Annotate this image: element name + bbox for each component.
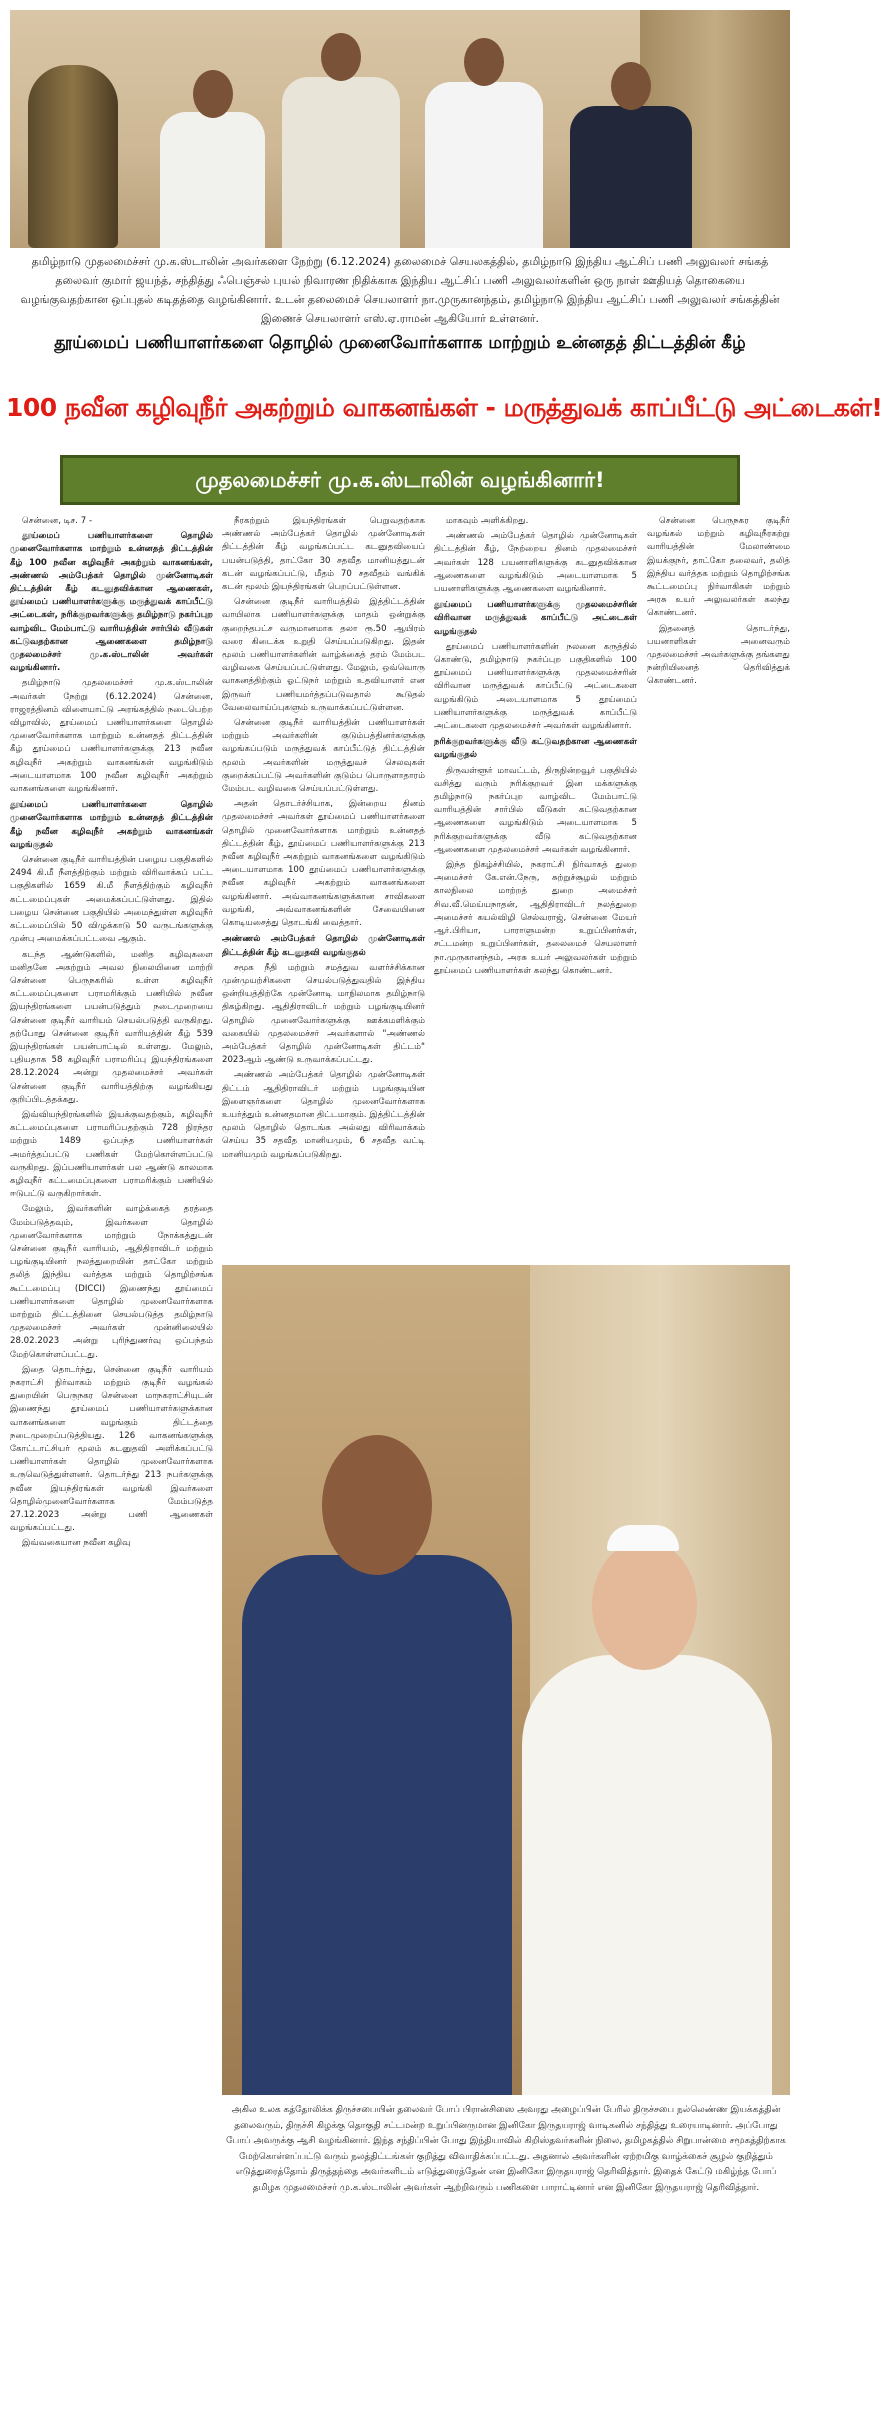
article-paragraph: இந்த நிகழ்ச்சியில், நகராட்சி நிர்வாகத் துறை அமைச்சர் கே.என்.நேரு, சுற்றுச்சூழல் மற்றும் காலநிலை மாற்றத் துறை அமைச்சர் சிவ.வீ.மெய்யநாதன், ஆதிதிராவிடர் நலத்துறை அமைச்சர் கயல்விழி செல்வராஜ், சென்னை மேயர் ஆர்.பிரியா, பாராளுமன்ற உறுப்பினர்கள், சட்டமன்ற உறுப்பினர்கள், தலைமைச் செயலாளர் நா.முருகானந்தம், அரசு உயர் அலுவலர்கள் மற்றும் தூய்மைப் பணியாளர்கள் கலந்து கொண்டனர்.: [434, 860, 637, 976]
top-news-photo: [10, 10, 790, 248]
bottom-photo-caption: அகில உலக கத்தோலிக்க திருச்சபையின் தலைவர் போப் பிரான்சிஸை அவரது அழைப்பின் பேரில் திருச்சபை நல்லெண்ண இயக்கத்தின் தலைவரும், திருச்சி கிழக்கு தொகுதி சட்டமன்ற உறுப்பினருமான இனிகோ இருதயராஜ் வாடிகனில் சந்தித்து உரையாடினார். அப்போது போப் அவருக்கு ஆசி வழங்கினார். இந்த சந்திப்பின் போது இந்தியாவில் கிறிஸ்தவர்களின் நிலை, தமிழகத்தில் சிறுபான்மை சமூகத்திற்காக மேற்கொள்ளப்பட்டு வரும் நலத்திட்டங்கள் குறித்து விவாதிக்கப்பட்டது. அதனால் அவர்களின் ஏற்றமிகு வாழ்க்கைச் சூழல் குறித்தும் எடுத்துரைத்தோம் திருத்தந்தை அவர்களிடம் எடுத்துரைத்தேன் என இனிகோ இருதயராஜ் தெரிவித்தார். இதைக் கேட்டு மகிழ்ந்த போப் தமிழக முதலமைச்சர் மு.க.ஸ்டாலின் அவர்கள் ஆற்றிவரும் பணிகளை பாராட்டினார் என இனிகோ இருதயராஜ் தெரிவித்தார்.: [226, 2105, 786, 2193]
article-paragraph: தமிழ்நாடு முதலமைச்சர் மு.க.ஸ்டாலின் அவர்கள் நேற்று (6.12.2024) சென்னை, ராஜரத்தினம் விளையாட்டு அரங்கத்தில் நடைபெற்ற விழாவில், தூய்மைப் பணியாளர்களை தொழில் முனைவோர்களாக மாற்றும் உன்னதத் திட்டத்தின் கீழ் தூய்மைப் பணியாளர்களுக்கு 213 நவீன கழிவுநீர் அகற்றும் வாகனங்கள் வழங்கிடும் அடையாளமாக 100 நவீன கழிவுநீர் அகற்றும் வாகனங்களை வழங்கினார்.: [10, 678, 213, 795]
bottom-news-photo: [222, 1265, 790, 2095]
article-paragraph: இவ்வகையான நவீன கழிவு: [22, 1538, 131, 1549]
main-headline: 100 நவீன கழிவுநீர் அகற்றும் வாகனங்கள் - மருத்துவக் காப்பீட்டு அட்டைகள்!: [6, 393, 882, 422]
person-figure: [570, 62, 692, 248]
article-paragraph: அதன் தொடர்ச்சியாக, இன்றைய தினம் முதலமைச்சர் அவர்கள் தூய்மைப் பணியாளர்களை தொழில் முனைவோர்களாக மாற்றும் உன்னதத் திட்டத்தின் கீழ், தூய்மைப் பணியாளர்களுக்கு 213 நவீன கழிவுநீர் அகற்றும் வாகனங்களை வழங்கிடும் அடையாளமாக 100 தூய்மைப் பணியாளர்களுக்கு நவீன கழிவுநீர் அகற்றும் வாகனங்களை வழங்கினார். அவ்வாகனங்களுக்கான சாவிகளை வழங்கி, அவ்வாகனங்களின் சேவையினை கொடியசைத்து தொடங்கி வைத்தார்.: [222, 799, 425, 929]
article-paragraph: நீரகற்றும் இயந்திரங்கள் பெறுவதற்காக அண்ணல் அம்பேத்கர் தொழில் முன்னோடிகள் திட்டத்தின் கீழ் வழங்கப்பட்ட கடனுதவியைப் பயன்படுத்தி, தாட்கோ 30 சதவீத மானியத்துடன் கடன் வழங்கப்பட்டு, மீதம் 70 சதவீதம் வங்கிக் கடன் மூலம் இயந்திரங்கள் பெறப்பட்டுள்ளன.: [222, 516, 425, 593]
article-paragraph: அண்ணல் அம்பேத்கர் தொழில் முன்னோடிகள் திட்டத்தின் கீழ், நேற்றைய தினம் முதலமைச்சர் அவர்கள் 128 பயனாளிகளுக்கு கடனுதவிக்கான ஆணைகளை வழங்கிடும் அடையாளமாக 5 பயனாளிகளுக்கு ஆணைகளை வழங்கினார்.: [434, 531, 637, 595]
article-paragraph: அண்ணல் அம்பேத்கர் தொழில் முன்னோடிகள் திட்டம் ஆதிதிராவிடர் மற்றும் பழங்குடியின இளைஞர்களை தொழில் முனைவோர்களாக உயர்த்தும் உன்னதமான திட்டமாகும். இத்திட்டத்தின் மூலம் தொழில் தொடங்க அல்லது விரிவாக்கம் செய்ய 35 சதவீத மானியமும், 6 சதவீத வட்டி மானியமும் வழங்கப்படுகிறது.: [222, 1070, 425, 1160]
article-paragraph: இதனைத் தொடர்ந்து, பயனாளிகள் அனைவரும் முதலமைச்சர் அவர்களுக்கு தங்களது நன்றியினைத் தெரிவித்துக் கொண்டனர்.: [647, 623, 790, 687]
person-figure: [242, 1435, 512, 2095]
article-subheading: தூய்மைப் பணியாளர்களுக்கு முதலமைச்சரின் விரிவான மருத்துவக் காப்பீட்டு அட்டைகள் வழங்குதல்: [434, 600, 637, 637]
article-paragraph: இதை தொடர்ந்து, சென்னை குடிநீர் வாரியம் நகராட்சி நிர்வாகம் மற்றும் குடிநீர் வழங்கல் துறையின் பெருநகர சென்னை மாநகராட்சியுடன் இணைந்து தூய்மைப் பணியாளர்களுக்கான வாகனங்களை வழங்கும் திட்டத்தை நடைமுறைப்படுத்தியது. 126 வாகனங்களுக்கு கோட்டாட்சியர் மூலம் கடனுதவி அளிக்கப்பட்டு பணியாளர்கள் தொழில் முனைவோர்களாக உருவெடுத்துள்ளனர். தொடர்ந்து 213 நபர்களுக்கு நவீன இயந்திரங்கள் வழங்கி இவர்களை தொழில்முனைவோர்களாக மேம்படுத்த 27.12.2023 அன்று பணி ஆணைகள் வழங்கப்பட்டது.: [10, 1364, 213, 1534]
person-figure: [425, 38, 543, 248]
article-subheading: தூய்மைப் பணியாளர்களை தொழில் முனைவோர்களாக மாற்றும் உன்னதத் திட்டத்தின் கீழ் நவீன கழிவுநீர் அகற்றும் வாகனங்கள் வழங்குதல்: [10, 800, 213, 850]
article-paragraph: திருவள்ளூர் மாவட்டம், திருநின்றவூர் பகுதியில் வசித்து வரும் நரிக்குறவர் இன மக்களுக்கு தமிழ்நாடு நகர்ப்புற வாழ்விட மேம்பாட்டு வாரியத்தின் சார்பில் வீடுகள் கட்டுவதற்கான ஆணைகளை வழங்கிடும் அடையாளமாக 5 நரிக்குறவர்களுக்கு வீடு கட்டுவதற்கான ஆணைகளை முதலமைச்சர் அவர்கள் வழங்கினார்.: [434, 765, 637, 855]
article-subheading: அண்ணல் அம்பேத்கர் தொழில் முன்னோடிகள் திட்டத்தின் கீழ் கடனுதவி வழங்குதல்: [222, 934, 425, 958]
dateline: சென்னை, டிச. 7 -: [22, 516, 93, 526]
article-paragraph: தூய்மைப் பணியாளர்களின் நலனை கருத்தில் கொண்டு, தமிழ்நாடு நகர்ப்புற பகுதிகளில் 100 தூய்மைப் பணியாளர்களுக்கு முதலமைச்சரின் விரிவான மருத்துவக் காப்பீட்டு அட்டைகளை வழங்கிடும் அடையாளமாக 5 தூய்மைப் பணியாளர்களுக்கு மருத்துவக் காப்பீட்டு அட்டைகளை முதலமைச்சர் அவர்கள் வழங்கினார்.: [434, 641, 637, 732]
article-column-1: [10, 515, 213, 2410]
banner-text: முதலமைச்சர் மு.க.ஸ்டாலின் வழங்கினார்!: [195, 468, 605, 492]
article-paragraph: சென்னை பெருநகர குடிநீர் வழங்கல் மற்றும் கழிவுநீரகற்று வாரியத்தின் மேலாண்மை இயக்குநர், தாட்கோ தலைவர், தலித் இந்திய வர்த்தக மற்றும் தொழிற்சங்க கூட்டமைப்பு நிர்வாகிகள் மற்றும் அரசு உயர் அலுவலர்கள் கலந்து கொண்டனர்.: [647, 516, 790, 619]
article-paragraph: சென்னை குடிநீர் வாரியத்தின் பழைய பகுதிகளில் 2494 கி.மீ நீளத்திற்கும் மற்றும் விரிவாக்கப் பட்ட பகுதிகளில் 1659 கி.மீ நீளத்திற்கும் கழிவுநீர் கட்டமைப்புகள் அமைக்கப்பட்டுள்ளது. இதில் பழைய சென்னை பகுதியில் அமைந்துள்ள கழிவுநீர் கட்டமைப்பில் 50 விழுக்காடு 50 வருடங்களுக்கு முன்பு அமைக்கப்பட்டவை ஆகும்.: [10, 855, 213, 945]
article-paragraph: இவ்வியந்திரங்களில் இயக்குவதற்கும், கழிவுநீர் கட்டமைப்புகளை பராமரிப்பதற்கும் 728 நிரந்தர மற்றும் 1489 ஒப்பந்த பணியாளர்கள் அமர்த்தப்பட்டு பணிகள் மேற்கொள்ளப்பட்டு வருகிறது. இப்பணியாளர்கள் பல ஆண்டு காலமாக கழிவுநீர் கட்டமைப்புகளை பராமரிக்கும் பணியில் ஈடுபட்டு வருகிறார்கள்.: [10, 1109, 213, 1200]
article-paragraph: தூய்மைப் பணியாளர்களை தொழில் முனைவோர்களாக மாற்றும் உன்னதத் திட்டத்தின் கீழ் 100 நவீன கழிவுநீர் அகற்றும் வாகனங்கள், அண்ணல் அம்பேத்கர் தொழில் முன்னோடிகள் திட்டத்தின் கீழ் கடனுதவிக்கான ஆணைகள், தூய்மைப் பணியாளர்களுக்கு மருத்துவக் காப்பீட்டு அட்டைகள், நரிக்குறவர்களுக்கு தமிழ்நாடு நகர்ப்புற வாழ்விட மேம்பாட்டு வாரியத்தின் சார்பில் வீடுகள் கட்டுவதற்கான ஆணைகளை தமிழ்நாடு முதலமைச்சர் மு.க.ஸ்டாலின் அவர்கள் வழங்கினார்.: [10, 531, 213, 674]
article-paragraph: மாகவும் அளிக்கிறது.: [446, 516, 529, 526]
article-column-2: [222, 515, 425, 1255]
article-paragraph: சென்னை குடிநீர் வாரியத்தில் இத்திட்டத்தின் வாயிலாக பணியாளர்களுக்கு மாதம் ஒன்றுக்கு குறைந்தபட்ச வருமானமாக தலா ரூ.50 ஆயிரம் வரை கிடைக்க உறுதி செய்யப்படுகிறது. இதன் மூலம் பணியாளர்களின் வாழ்க்கைத் தரம் மேம்பட வழிவகை செய்யப்பட்டுள்ளது. மேலும், ஒவ்வொரு வாகனத்திற்கும் ஓட்டுநர் மற்றும் உதவியாளர் என இருவர் பணியமர்த்தப்படுவதால் கூடுதல் வேலைவாய்ப்புகளும் உருவாக்கப்பட்டுள்ளன.: [222, 597, 425, 713]
person-figure: [522, 1525, 772, 2095]
headline-kicker: தூய்மைப் பணியாளர்களை தொழில் முனைவோர்களாக மாற்றும் உன்னதத் திட்டத்தின் கீழ்: [54, 333, 746, 353]
article-column-3: [434, 515, 637, 1255]
person-figure: [160, 70, 265, 248]
article-paragraph: மேலும், இவர்களின் வாழ்க்கைத் தரத்தை மேம்படுத்தவும், இவர்களை தொழில் முனைவோர்களாக மாற்றும் நோக்கத்துடன் சென்னை குடிநீர் வாரியம், ஆதிதிராவிடர் மற்றும் பழங்குடியினர் நலத்துறையின் தாட்கோ மற்றும் தலித் இந்திய வர்த்தக மற்றும் தொழிற்சங்க கூட்டமைப்பு (DICCI) இணைந்து தூய்மைப் பணியாளர்களை தொழில் முனைவோர்களாக மாற்றும் திட்டத்தினை செயல்படுத்த தமிழ்நாடு முதலமைச்சர் அவர்கள் முன்னிலையில் 28.02.2023 அன்று புரிந்துணர்வு ஒப்பந்தம் மேற்கொள்ளப்பட்டது.: [10, 1204, 213, 1360]
statue-figure: [28, 65, 118, 248]
article-column-4: [647, 515, 790, 1255]
subheadline-banner: [60, 455, 740, 505]
top-photo-caption: தமிழ்நாடு முதலமைச்சர் மு.க.ஸ்டாலின் அவர்களை நேற்று (6.12.2024) தலைமைச் செயலகத்தில், தமிழ்நாடு இந்திய ஆட்சிப் பணி அலுவலர் சங்கத் தலைவர் குமார் ஜயந்த், சந்தித்து ஃபெஞ்சல் புயல் நிவாரண நிதிக்காக இந்திய ஆட்சிப் பணி அலுவலர்களின் ஒரு நாள் ஊதியத் தொகையை வழங்குவதற்கான ஒப்புதல் கடிதத்தை வழங்கினார். உடன் தலைமைச் செயலாளர் நா.முருகானந்தம், தமிழ்நாடு இந்திய ஆட்சிப் பணி அலுவலர் சங்கத்தின் இணைச் செயலாளர் எஸ்.ஏ.ராமன் ஆகியோர் உள்ளனர்.: [20, 255, 780, 325]
article-paragraph: கடந்த ஆண்டுகளில், மனித கழிவுகளை மனிதனே அகற்றும் அவல நிலையினை மாற்றி சென்னை பெருநகரில் உள்ள கழிவுநீர் கட்டமைப்புகளை பராமரிக்கும் பணியில் நவீன இயந்திரங்களை பயன்படுத்தும் நடைமுறையை சென்னை குடிநீர் வாரியம் செயல்படுத்தி வருகிறது. தற்போது சென்னை குடிநீர் வாரியத்தின் கீழ் 539 இயந்திரங்கள் பயன்பாட்டில் உள்ளது. மேலும், புதியதாக 58 கழிவுநீர் பராமரிப்பு இயந்திரங்களை 28.12.2024 அன்று முதலமைச்சர் அவர்கள் சென்னை குடிநீர் வாரியத்திற்கு வழங்கியது குறிப்பிடத்தக்கது.: [10, 949, 213, 1105]
article-paragraph: சமூக நீதி மற்றும் சமத்துவ வளர்ச்சிக்கான முன்முயற்சிகளை செயல்படுத்துவதில் இந்திய ஒன்றியத்திற்கே முன்னோடி மாநிலமாக தமிழ்நாடு திகழ்கிறது. ஆதிதிராவிடர் மற்றும் பழங்குடியினர் தொழில் முனைவோர்களுக்கு ஊக்கமளிக்கும் வகையில் முதலமைச்சர் அவர்களால் "அண்ணல் அம்பேத்கர் தொழில் முன்னோடிகள் திட்டம்" 2023ஆம் ஆண்டு உருவாக்கப்பட்டது.: [222, 962, 425, 1066]
person-figure: [282, 33, 400, 248]
article-subheading: நரிக்குறவர்களுக்கு வீடு கட்டுவதற்கான ஆணைகள் வழங்குதல்: [434, 737, 637, 761]
article-paragraph: சென்னை குடிநீர் வாரியத்தின் பணியாளர்கள் மற்றும் அவர்களின் குடும்பத்தினர்களுக்கு வழங்கப்படும் மருத்துவக் காப்பீட்டுத் திட்டத்தின் மூலம் அவர்களின் மருத்துவச் செலவுகள் குறைக்கப்பட்டு அவர்களின் குடும்ப பொருளாதாரம் மேம்பட வழிவகை செய்யப்பட்டுள்ளது.: [222, 718, 425, 795]
